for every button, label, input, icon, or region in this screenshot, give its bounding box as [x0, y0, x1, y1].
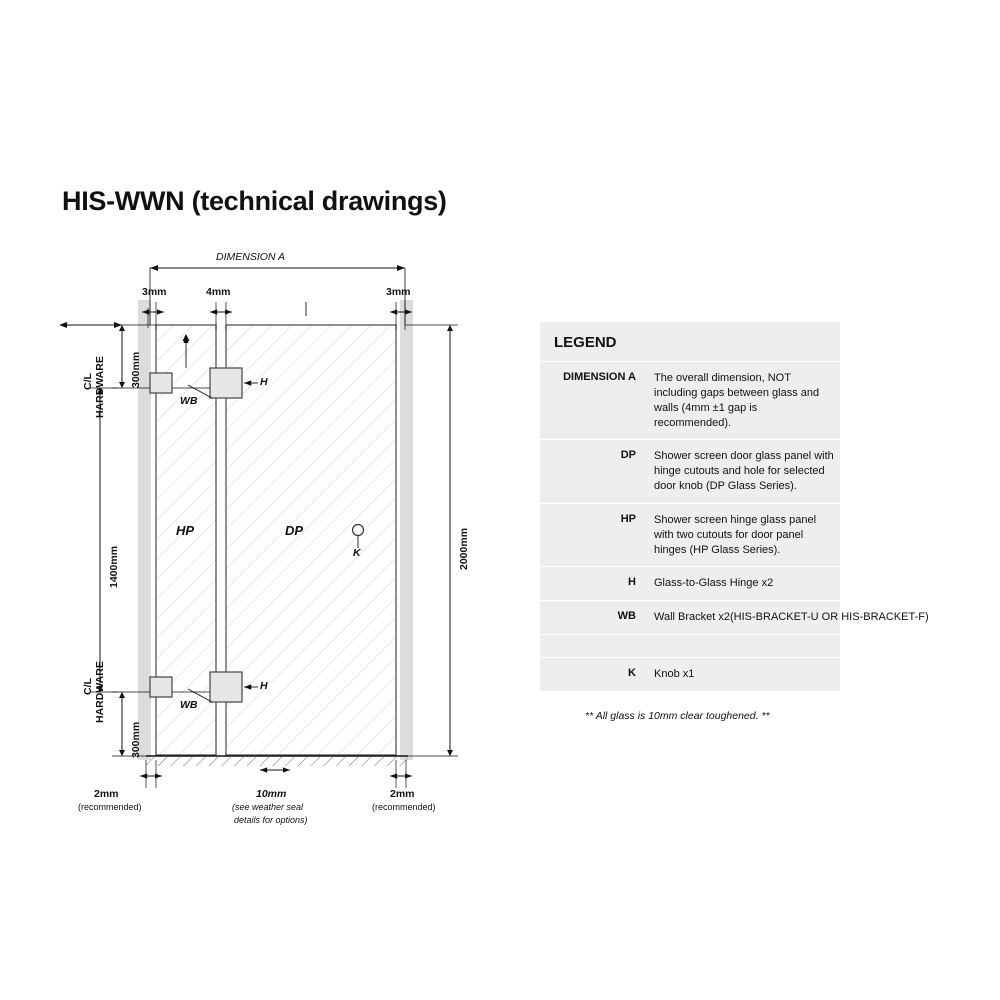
legend-value: Shower screen door glass panel with hinge cutouts and hole for selected door knob (DP Glass Series).: [654, 450, 834, 493]
legend-value: Knob x1: [654, 668, 695, 681]
dimension-a-label: DIMENSION A: [216, 251, 286, 263]
bottom-center-note-1: (see weather seal: [232, 802, 304, 812]
gap-label-left: 3mm: [142, 286, 167, 298]
cl-hardware-bottom-2: HARDWARE: [94, 661, 106, 723]
legend-key: H: [628, 576, 636, 589]
legend-key: DP: [620, 449, 636, 462]
legend-key: DIMENSION A: [563, 371, 636, 383]
door-panel-glass: [226, 325, 396, 755]
cl-hardware-top-1: C/L: [82, 373, 94, 390]
legend-note: ** All glass is 10mm clear toughened. **: [585, 710, 770, 722]
technical-drawing: [60, 240, 520, 850]
door-panel-label: DP: [285, 523, 304, 538]
gap-label-center: 4mm: [206, 286, 231, 298]
bottom-center-note-2: details for options): [234, 815, 308, 825]
drawing-svg: [60, 240, 520, 850]
legend-row: [540, 657, 840, 691]
bottom-right-gap: 2mm: [390, 788, 415, 800]
legend-value: Wall Bracket x2(HIS-BRACKET-U OR HIS-BRACKET-F): [654, 611, 929, 624]
legend-key: WB: [617, 610, 636, 623]
floor-hatch: [146, 757, 408, 766]
legend-row: [540, 503, 840, 567]
bottom-left-gap: 2mm: [94, 788, 119, 800]
hinge-bottom: [210, 672, 242, 702]
h-callout-top: H: [260, 376, 268, 388]
dim-2000: 2000mm: [458, 527, 470, 570]
legend-row: [540, 361, 840, 439]
wb-callout-top: WB: [180, 395, 198, 407]
legend-row: [540, 600, 929, 634]
wb-callout-bottom: WB: [180, 699, 198, 711]
legend-panel: [540, 322, 929, 691]
k-callout: K: [353, 547, 361, 559]
wall-right: [400, 300, 413, 760]
h-callout-bottom: H: [260, 680, 268, 692]
dim-300-bottom: 300mm: [130, 721, 142, 758]
cl-hardware-top-2: HARDWARE: [94, 356, 106, 418]
page-title: HIS-WWN (technical drawings): [62, 186, 447, 216]
legend-row-spacer: [540, 634, 840, 657]
legend-title: LEGEND: [554, 334, 617, 351]
knob-hole: [353, 525, 364, 536]
wall-bracket-top: [150, 373, 172, 393]
legend-key: HP: [620, 512, 636, 525]
legend-value: [644, 635, 660, 657]
bottom-right-gap-note: (recommended): [372, 802, 436, 812]
hinge-top: [210, 368, 242, 398]
legend-value: Shower screen hinge glass panel with two cutouts for door panel hinges (HP Glass Series).: [654, 513, 817, 556]
legend-key: K: [628, 667, 636, 680]
gap-label-right: 3mm: [386, 286, 411, 298]
legend-value: Glass-to-Glass Hinge x2: [654, 577, 774, 590]
hinge-panel-label: HP: [176, 523, 195, 538]
dim-1400: 1400mm: [108, 545, 120, 588]
wall-bracket-bottom: [150, 677, 172, 697]
dim-300-top: 300mm: [130, 351, 142, 388]
cl-hardware-bottom-1: C/L: [82, 678, 94, 695]
legend-value: The overall dimension, NOT including gaps between glass and walls (4mm ±1 gap is recommended).: [654, 372, 820, 429]
legend-row: [540, 439, 840, 503]
bottom-center-gap: 10mm: [256, 788, 287, 800]
bottom-left-gap-note: (recommended): [78, 802, 142, 812]
legend-row: [540, 566, 840, 600]
legend-key: [540, 635, 644, 657]
